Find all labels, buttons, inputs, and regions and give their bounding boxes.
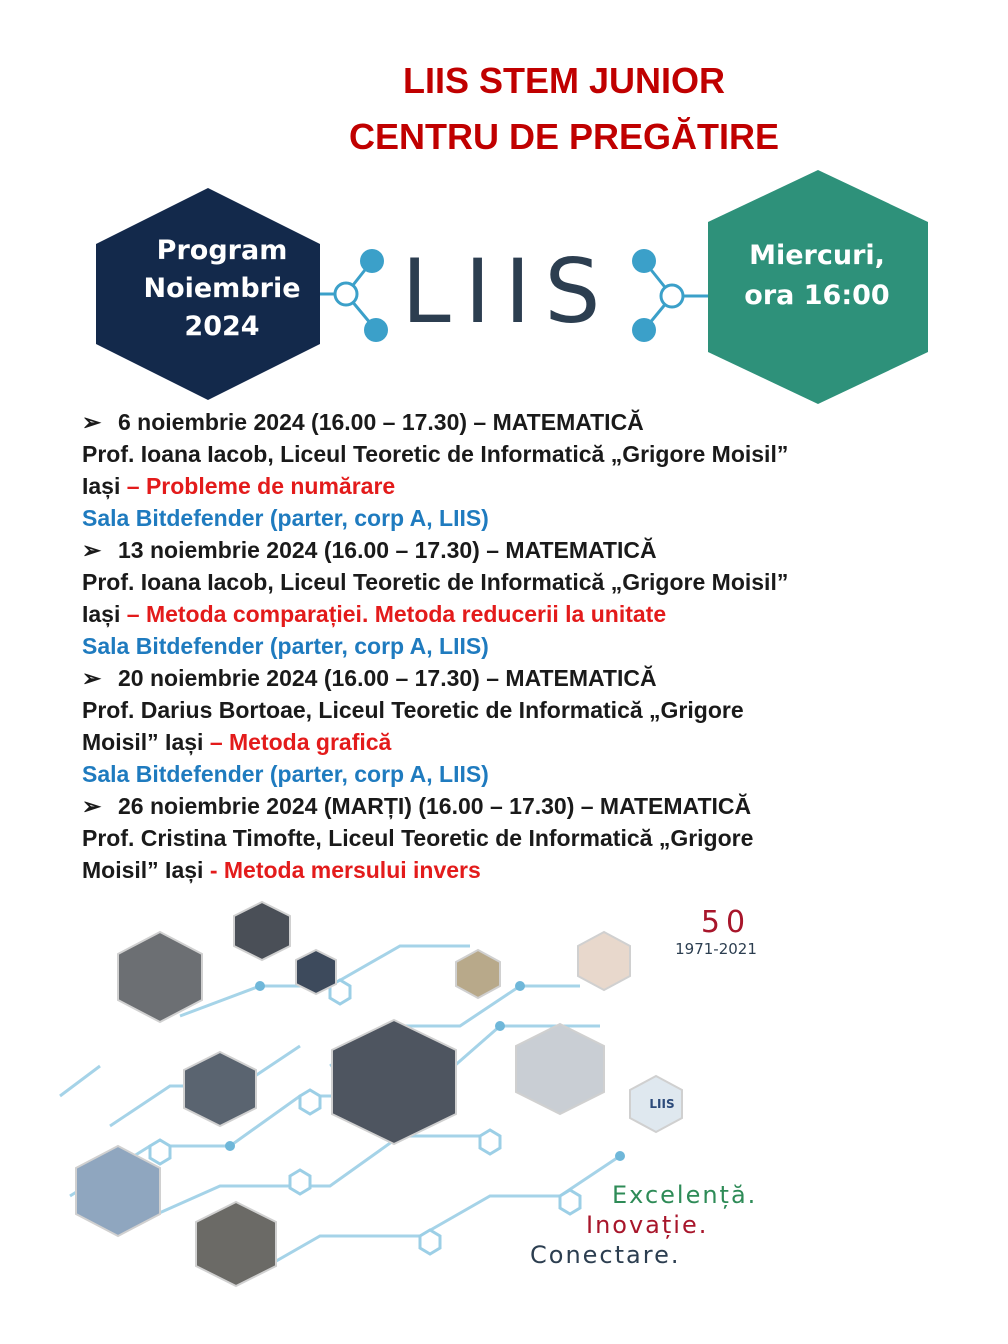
- schedule-badge-text: [712, 236, 922, 316]
- liis-logo: LIIS: [401, 240, 615, 343]
- session-topic: – Probleme de numărare: [126, 473, 396, 499]
- session-teacher: Prof. Ioana Iacob, Liceul Teoretic de Informatică „Grigore Moisil”: [82, 569, 789, 595]
- arrowhead-bullet-icon: ➢: [82, 793, 102, 819]
- small-liis-badge: LIIS: [649, 1097, 675, 1111]
- program-year: 2024: [184, 311, 260, 342]
- motto-innovation: Inovație.: [586, 1211, 709, 1239]
- program-badge-text: [108, 232, 336, 346]
- session-teacher-cont: Moisil” Iași - Metoda mersului invers: [82, 857, 481, 883]
- session-topic: - Metoda mersului invers: [209, 857, 481, 883]
- session-topic: – Metoda grafică: [209, 729, 392, 755]
- arrowhead-bullet-icon: ➢: [82, 409, 102, 435]
- session-teacher: Prof. Cristina Timofte, Liceul Teoretic de Informatică „Grigore: [82, 825, 754, 851]
- session-teacher-cont: Iași – Metoda comparației. Metoda reducerii la unitate: [82, 601, 667, 627]
- page-title-line1: LIIS STEM JUNIOR: [402, 60, 726, 101]
- stem-collage: [0, 896, 1008, 1336]
- session-room: Sala Bitdefender (parter, corp A, LIIS): [82, 633, 489, 659]
- session-teacher-cont: Moisil” Iași – Metoda grafică: [82, 729, 392, 755]
- program-label: Program: [156, 235, 288, 266]
- schedule-list: [82, 406, 962, 886]
- motto-excellence: Excelență.: [612, 1181, 758, 1209]
- arrowhead-bullet-icon: ➢: [82, 537, 102, 563]
- arrowhead-bullet-icon: ➢: [82, 665, 102, 691]
- schedule-day: Miercuri,: [749, 240, 885, 271]
- motto-connection: Conectare.: [530, 1241, 681, 1269]
- session-teacher: Prof. Darius Bortoae, Liceul Teoretic de Informatică „Grigore: [82, 697, 744, 723]
- banner-graphic: [0, 0, 1008, 410]
- session-date: ➢ 13 noiembrie 2024 (16.00 – 17.30) – MATEMATICĂ: [82, 534, 962, 566]
- session-date: ➢ 20 noiembrie 2024 (16.00 – 17.30) – MATEMATICĂ: [82, 662, 962, 694]
- page-title-line2: CENTRU DE PREGĂTIRE: [348, 116, 780, 157]
- session-topic: – Metoda comparației. Metoda reducerii la unitate: [126, 601, 667, 627]
- anniversary-logo: [668, 902, 768, 962]
- session-room: Sala Bitdefender (parter, corp A, LIIS): [82, 505, 489, 531]
- session-date: ➢ 6 noiembrie 2024 (16.00 – 17.30) – MATEMATICĂ: [82, 406, 962, 438]
- session-date: ➢ 26 noiembrie 2024 (MARȚI) (16.00 – 17.30) – MATEMATICĂ: [82, 790, 962, 822]
- molecule-right-icon: [644, 261, 708, 330]
- session-room: Sala Bitdefender (parter, corp A, LIIS): [82, 761, 489, 787]
- anniversary-years: 1971-2021: [675, 940, 757, 958]
- anniversary-number: 50: [700, 905, 752, 940]
- session-teacher: Prof. Ioana Iacob, Liceul Teoretic de Informatică „Grigore Moisil”: [82, 441, 789, 467]
- motto: [530, 1180, 757, 1270]
- session-teacher-cont: Iași – Probleme de numărare: [82, 473, 396, 499]
- program-month: Noiembrie: [143, 273, 301, 304]
- schedule-time: ora 16:00: [744, 280, 890, 311]
